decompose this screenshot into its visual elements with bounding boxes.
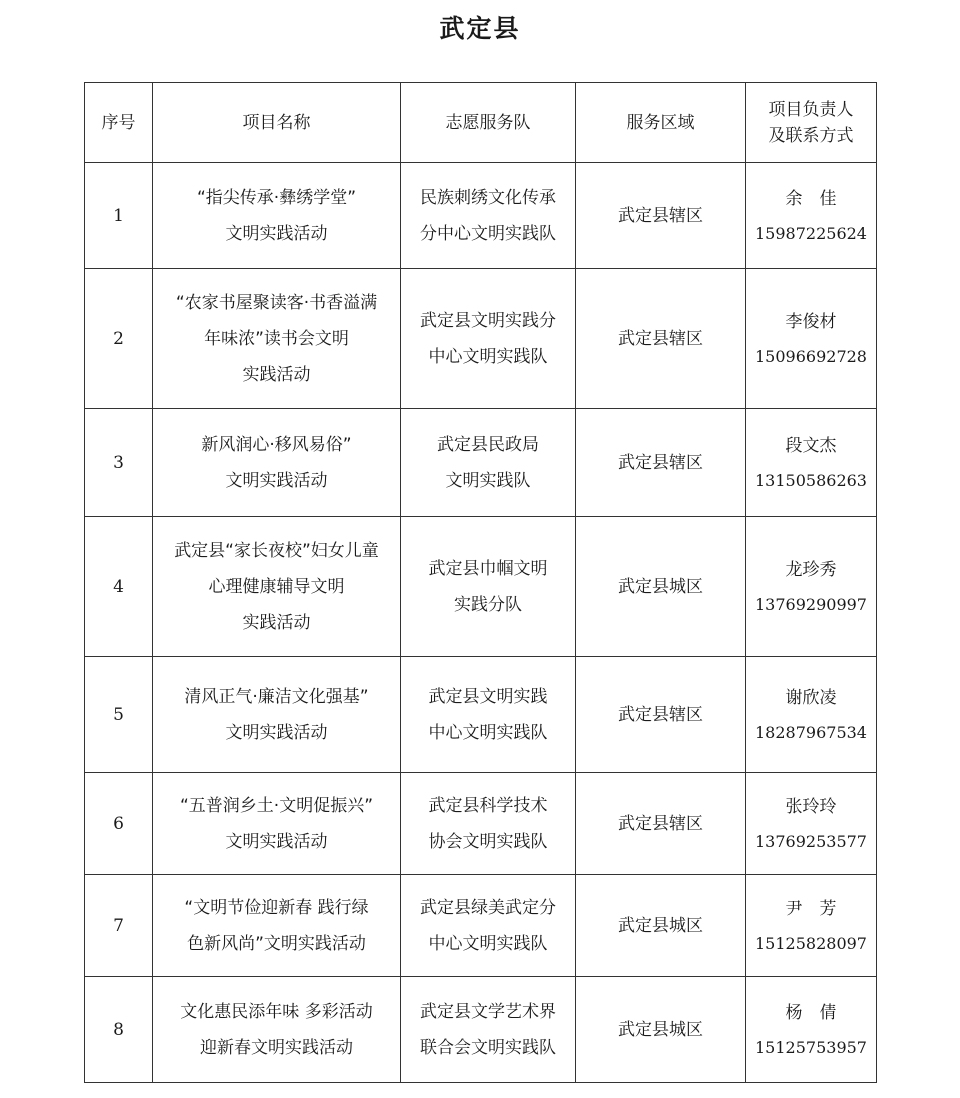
volunteer-team-line: 分中心文明实践队 (420, 223, 556, 244)
row-index-cell: 3 (85, 409, 153, 517)
service-area-cell: 武定县城区 (576, 977, 746, 1083)
service-area-cell: 武定县辖区 (576, 773, 746, 875)
project-name-cell (153, 657, 401, 773)
project-name-line: 实践活动 (242, 612, 311, 633)
contact-phone-number: 15096692728 (755, 346, 867, 366)
row-index-cell: 8 (85, 977, 153, 1083)
row-index-cell: 5 (85, 657, 153, 773)
contact-phone-number: 18287967534 (755, 722, 867, 742)
table-row (85, 163, 877, 269)
contact-person-name: 杨 倩 (785, 1002, 837, 1023)
table-row (85, 773, 877, 875)
table-row (85, 269, 877, 409)
header-contact-line1: 项目负责人 (768, 99, 854, 120)
header-project-name: 项目名称 (153, 83, 401, 163)
row-index-cell: 4 (85, 517, 153, 657)
header-service-area: 服务区域 (576, 83, 746, 163)
volunteer-team-line: 武定县文学艺术界 (420, 1001, 556, 1022)
contact-person-name: 余 佳 (785, 188, 837, 209)
service-area-cell: 武定县城区 (576, 875, 746, 977)
project-name-cell (153, 773, 401, 875)
project-name-cell (153, 517, 401, 657)
table-body (85, 163, 877, 1083)
table-row (85, 977, 877, 1083)
project-name-line: 文化惠民添年味 多彩活动 (180, 1001, 373, 1022)
contact-person-name: 段文杰 (785, 435, 837, 456)
volunteer-team-line: 中心文明实践队 (428, 933, 548, 954)
service-area-cell: 武定县辖区 (576, 657, 746, 773)
volunteer-team-line: 武定县绿美武定分 (420, 897, 556, 918)
volunteer-project-table (84, 82, 877, 1083)
project-name-line: “五普润乡土·文明促振兴” (179, 795, 374, 816)
project-name-cell (153, 409, 401, 517)
project-name-cell (153, 269, 401, 409)
row-index-cell: 1 (85, 163, 153, 269)
project-name-cell (153, 163, 401, 269)
project-name-line: 文明实践活动 (225, 470, 328, 491)
volunteer-team-line: 中心文明实践队 (428, 722, 548, 743)
volunteer-team-cell (401, 875, 576, 977)
contact-person-name: 李俊材 (785, 311, 837, 332)
project-name-line: “农家书屋聚读客·书香溢满 (175, 292, 378, 313)
volunteer-team-cell (401, 163, 576, 269)
project-name-line: 心理健康辅导文明 (208, 576, 345, 597)
contact-person-name: 谢欣凌 (785, 687, 837, 708)
contact-cell (746, 163, 877, 269)
project-name-line: 实践活动 (242, 364, 311, 385)
table-row (85, 875, 877, 977)
volunteer-team-cell (401, 409, 576, 517)
page-title: 武定县 (439, 14, 521, 43)
project-name-line: 清风正气·廉洁文化强基” (184, 686, 369, 707)
project-name-line: 文明实践活动 (225, 722, 328, 743)
volunteer-team-cell (401, 517, 576, 657)
contact-phone-number: 13150586263 (755, 470, 867, 490)
contact-phone-number: 13769290997 (755, 594, 867, 614)
project-name-line: 迎新春文明实践活动 (200, 1037, 353, 1058)
volunteer-team-line: 联合会文明实践队 (420, 1037, 556, 1058)
volunteer-team-cell (401, 977, 576, 1083)
service-area-cell: 武定县辖区 (576, 163, 746, 269)
volunteer-team-cell (401, 657, 576, 773)
contact-cell (746, 977, 877, 1083)
contact-phone-number: 15125753957 (755, 1037, 867, 1057)
contact-person-name: 尹 芳 (785, 898, 837, 919)
row-index-cell: 6 (85, 773, 153, 875)
volunteer-team-line: 武定县文明实践分 (420, 310, 556, 331)
project-name-line: “文明节俭迎新春 践行绿 (184, 897, 369, 918)
service-area-cell: 武定县辖区 (576, 409, 746, 517)
volunteer-team-line: 实践分队 (454, 594, 522, 615)
project-name-cell (153, 977, 401, 1083)
volunteer-team-line: 武定县民政局 (437, 434, 539, 455)
table-row (85, 657, 877, 773)
volunteer-team-line: 文明实践队 (445, 470, 531, 491)
table-header-row (85, 83, 877, 163)
contact-cell (746, 875, 877, 977)
volunteer-team-line: 协会文明实践队 (428, 831, 548, 852)
contact-phone-number: 15987225624 (755, 223, 867, 243)
contact-phone-number: 15125828097 (755, 933, 867, 953)
volunteer-team-cell (401, 269, 576, 409)
volunteer-team-line: 武定县文明实践 (428, 686, 548, 707)
service-area-cell: 武定县辖区 (576, 269, 746, 409)
contact-person-name: 龙珍秀 (785, 559, 837, 580)
contact-cell (746, 773, 877, 875)
project-name-line: 年味浓”读书会文明 (204, 328, 349, 349)
project-name-line: “指尖传承·彝绣学堂” (196, 187, 357, 208)
contact-cell (746, 269, 877, 409)
volunteer-team-line: 民族刺绣文化传承 (420, 187, 556, 208)
contact-cell (746, 657, 877, 773)
table-row (85, 409, 877, 517)
volunteer-team-line: 中心文明实践队 (428, 346, 548, 367)
header-volunteer-team: 志愿服务队 (401, 83, 576, 163)
volunteer-team-line: 武定县科学技术 (428, 795, 548, 816)
header-contact (746, 83, 877, 163)
table-row (85, 517, 877, 657)
volunteer-team-cell (401, 773, 576, 875)
volunteer-team-line: 武定县巾帼文明 (428, 558, 548, 579)
header-contact-line2: 及联系方式 (768, 125, 854, 146)
project-name-line: 文明实践活动 (225, 831, 328, 852)
contact-cell (746, 409, 877, 517)
contact-person-name: 张玲玲 (785, 796, 837, 817)
project-name-line: 新风润心·移风易俗” (201, 434, 352, 455)
service-area-cell: 武定县城区 (576, 517, 746, 657)
row-index-cell: 2 (85, 269, 153, 409)
project-name-cell (153, 875, 401, 977)
project-name-line: 色新风尚”文明实践活动 (187, 933, 366, 954)
row-index-cell: 7 (85, 875, 153, 977)
contact-phone-number: 13769253577 (755, 831, 867, 851)
project-name-line: 武定县“家长夜校”妇女儿童 (174, 540, 379, 561)
contact-cell (746, 517, 877, 657)
header-index: 序号 (85, 83, 153, 163)
project-name-line: 文明实践活动 (225, 223, 328, 244)
